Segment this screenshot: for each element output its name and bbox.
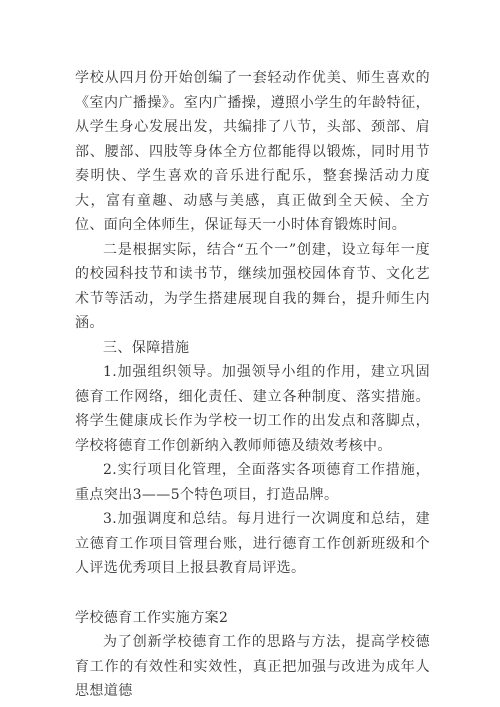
- paragraph-review-summary: 3.加强调度和总结。每月进行一次调度和总结，建立德育工作项目管理台账，进行德育工作创新班级和个人评选优秀项目上报县教育局评选。: [75, 511, 430, 576]
- paragraph-leadership: 1.加强组织领导。加强领导小组的作用，建立巩固德育工作网络，细化责任、建立各种制度、落实措施。将学生健康成长作为学校一切工作的出发点和落脚点，学校将德育工作创新纳入教师师德及绩效考核中。: [75, 364, 430, 454]
- paragraph-festivals: 二是根据实际，结合“五个一”创建，设立每年一度的校园科技节和读书节，继续加强校园体育节、文化艺术节等活动，为学生搭建展现自我的舞台，提升师生内涵。: [75, 241, 430, 331]
- paragraph-intro-plan-2: 为了创新学校德育工作的思路与方法，提高学校德育工作的有效性和实效性，真正把加强与改进为成年人思想道德: [75, 634, 430, 699]
- paragraph-exercise-program: 学校从四月份开始创编了一套轻动作优美、师生喜欢的《室内广播操》。室内广播操，遵照小学生的年龄特征，从学生身心发展出发，共编排了八节，头部、颈部、肩部、腰部、四肢等身体全方位都能得以锻炼，同时用节奏明快、学生喜欢的音乐进行配乐，整套操活动力度大，富有童趣、动感与美感，真正做到全天候、全方位、面向全体师生，保证每天一小时体育锻炼时间。: [75, 70, 430, 233]
- section-heading-safeguards: 三、保障措施: [103, 339, 190, 356]
- document-section-title: 学校德育工作实施方案2: [75, 609, 229, 626]
- paragraph-project-management: 2.实行项目化管理，全面落实各项德育工作措施，重点突出3——5个特色项目，打造品牌。: [75, 462, 430, 503]
